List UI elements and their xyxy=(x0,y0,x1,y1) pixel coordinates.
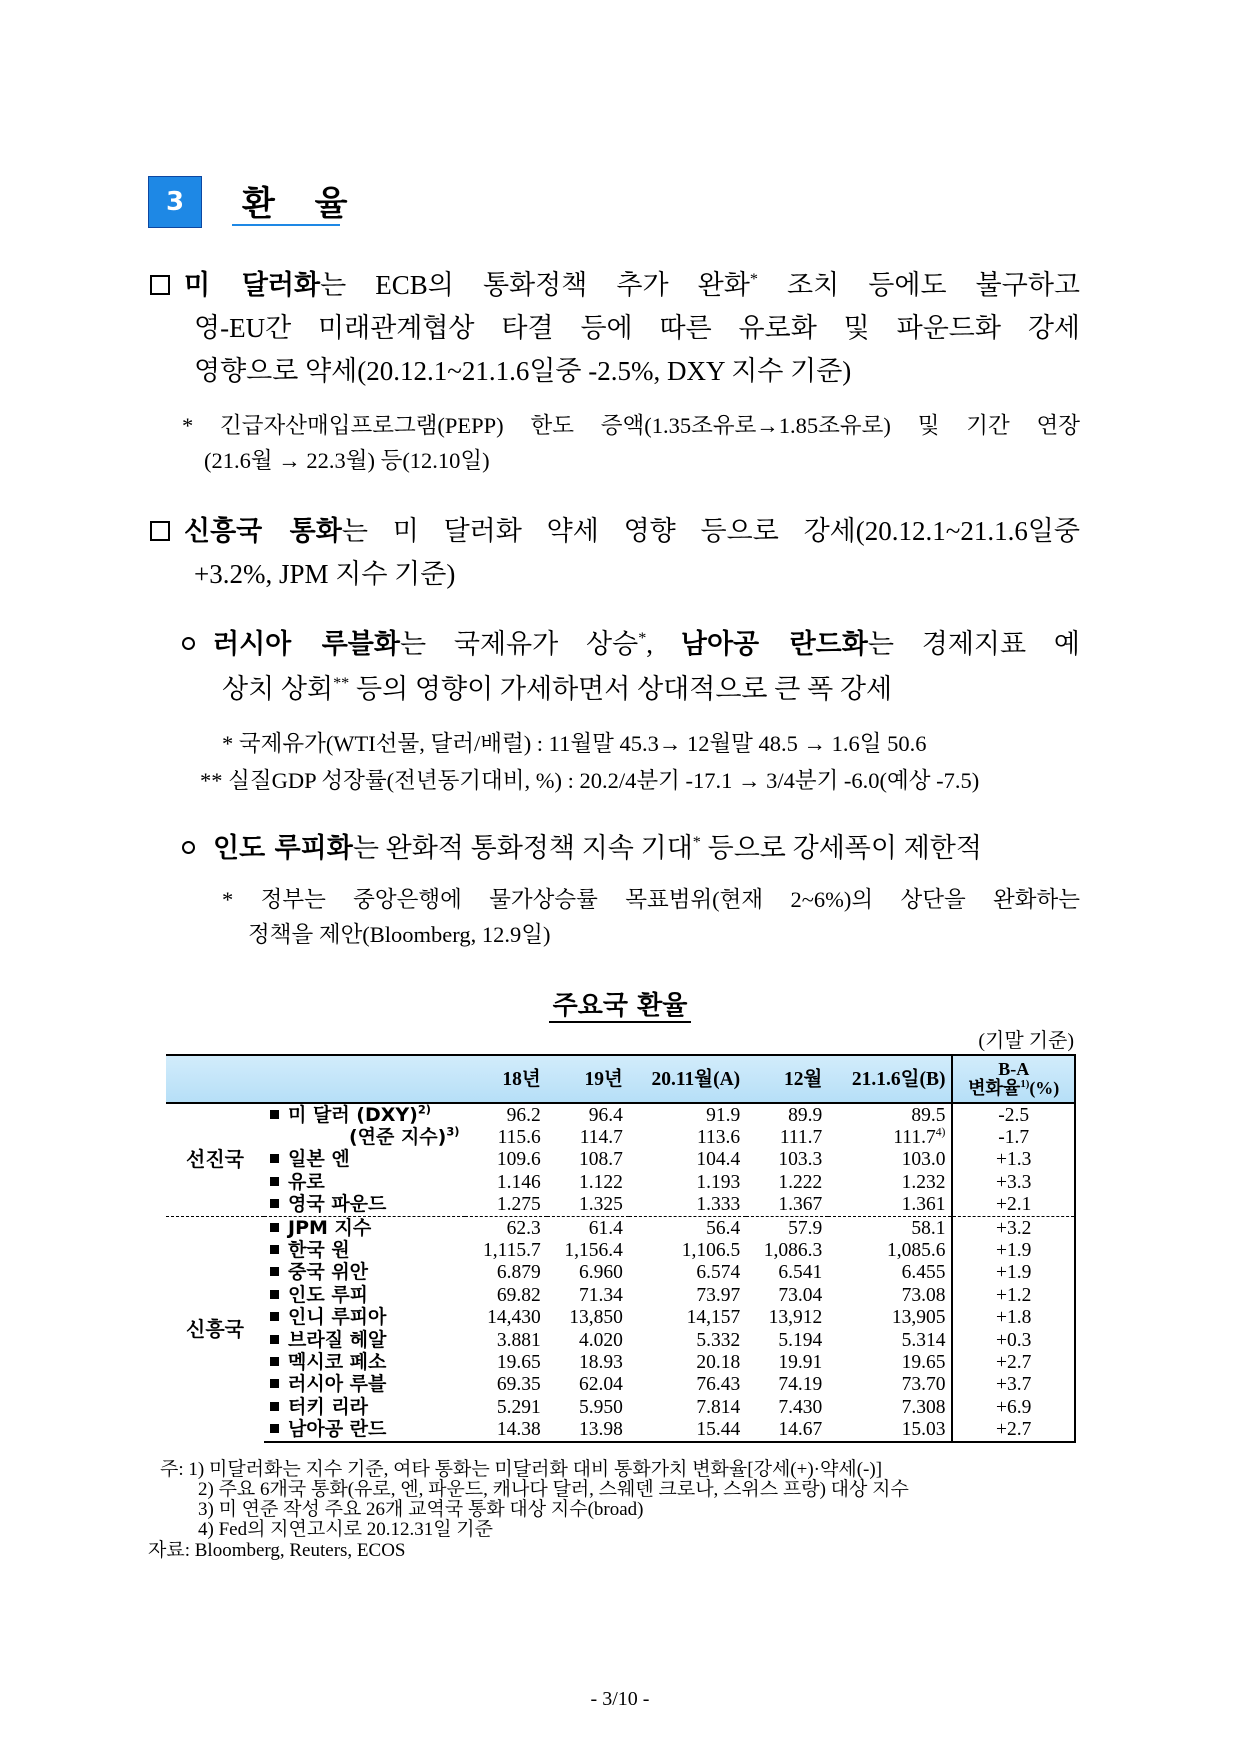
table-row xyxy=(166,1126,1075,1148)
value-cell xyxy=(828,1149,952,1171)
note-india-line1: * 정부는 중앙은행에 물가상승률 목표범위(현재 2~6%)의 상단을 완화하는 xyxy=(222,887,1080,912)
change-cell: -2.5 xyxy=(952,1103,1075,1126)
table-unit-note: (기말 기준) xyxy=(978,1030,1074,1052)
value-text: 3.881 xyxy=(496,1329,541,1351)
usd-footnote-mark: * xyxy=(749,270,758,288)
square-bullet-icon xyxy=(270,1290,279,1299)
square-bullet-icon xyxy=(270,1177,279,1186)
value-cell xyxy=(828,1418,952,1441)
value-text: 71.34 xyxy=(579,1284,623,1306)
value-cell xyxy=(746,1216,828,1239)
value-cell xyxy=(629,1284,746,1306)
value-text: 109.6 xyxy=(496,1149,541,1171)
change-cell: +1.9 xyxy=(952,1262,1075,1284)
table-row xyxy=(166,1284,1075,1306)
note-pepp-line1: * 긴급자산매입프로그램(PEPP) 한도 증액(1.35조유로→1.85조유로) 및 기간 연장 xyxy=(182,413,1080,438)
currency-name-text: 중국 위안 xyxy=(288,1261,369,1284)
header-col: 21.1.6일(B) xyxy=(828,1055,952,1103)
table-row xyxy=(166,1351,1075,1373)
rupee-text: 는 완화적 통화정책 지속 기대 xyxy=(352,833,693,863)
value-cell xyxy=(465,1103,546,1126)
value-text: 6.879 xyxy=(496,1262,541,1284)
value-cell xyxy=(465,1284,546,1306)
value-text: 113.6 xyxy=(697,1127,741,1149)
value-cell xyxy=(629,1262,746,1284)
value-cell xyxy=(465,1396,546,1418)
value-text: 1.193 xyxy=(696,1171,741,1193)
value-text: 13,912 xyxy=(768,1307,823,1329)
footnote-2: 2) 주요 6개국 통화(유로, 엔, 파운드, 캐나다 달러, 스웨덴 크로나, 스위스 프랑) 대상 지수 xyxy=(198,1479,909,1500)
value-cell xyxy=(547,1396,629,1418)
value-text: 15.03 xyxy=(901,1419,946,1441)
currency-name-text: 브라질 헤알 xyxy=(288,1328,387,1351)
table-title xyxy=(0,985,1240,1022)
value-text: 14.67 xyxy=(778,1419,823,1441)
value-sup: 4) xyxy=(935,1125,946,1139)
value-cell xyxy=(629,1418,746,1441)
value-text: 7.430 xyxy=(778,1396,823,1418)
value-text: 5.291 xyxy=(496,1396,541,1418)
value-text: 19.65 xyxy=(496,1351,541,1373)
value-cell xyxy=(629,1239,746,1261)
square-bullet-icon xyxy=(270,1357,279,1366)
value-text: 69.82 xyxy=(496,1284,541,1306)
checkbox-bullet-icon xyxy=(150,521,170,541)
value-cell xyxy=(746,1149,828,1171)
change-cell: +6.9 xyxy=(952,1396,1075,1418)
em-heading: 신흥국 통화 xyxy=(184,516,342,547)
rand-text-line2b: 등의 영향이 가세하면서 상대적으로 큰 폭 강세 xyxy=(349,674,893,704)
value-cell xyxy=(465,1418,546,1441)
currency-name-text: 한국 원 xyxy=(288,1239,350,1262)
square-bullet-icon xyxy=(270,1245,279,1254)
currency-name-text: 남아공 란드 xyxy=(288,1418,387,1441)
footnote-3: 3) 미 연준 작성 주요 26개 교역국 통화 대상 지수(broad) xyxy=(198,1499,644,1520)
currency-name xyxy=(264,1126,465,1148)
rupee-footnote-mark: * xyxy=(692,833,701,851)
note-india-line2: 정책을 제안(Bloomberg, 12.9일) xyxy=(248,922,551,947)
value-cell xyxy=(828,1171,952,1193)
value-cell xyxy=(465,1307,546,1329)
footnote-1: 주: 1) 미달러화는 지수 기준, 여타 통화는 미달러화 대비 통화가치 변화율[강세(+)·약세(-)] xyxy=(160,1459,883,1480)
value-text: 91.9 xyxy=(706,1104,741,1126)
value-text: 1.361 xyxy=(901,1194,946,1216)
currency-name xyxy=(264,1171,465,1193)
value-text: 19.91 xyxy=(778,1351,823,1373)
value-text: 13,905 xyxy=(891,1307,946,1329)
value-text: 111.7 xyxy=(893,1127,936,1149)
value-cell xyxy=(746,1171,828,1193)
header-change-line1: B-A xyxy=(998,1059,1030,1079)
value-cell xyxy=(547,1374,629,1396)
value-cell xyxy=(465,1149,546,1171)
currency-name-text: 인니 루피아 xyxy=(288,1306,387,1329)
value-cell xyxy=(828,1126,952,1148)
value-text: 1.122 xyxy=(579,1171,623,1193)
rand-footnote-mark: ** xyxy=(333,674,350,692)
value-cell xyxy=(828,1374,952,1396)
currency-name xyxy=(264,1284,465,1306)
paragraph-usd xyxy=(150,264,1080,393)
value-cell xyxy=(746,1126,828,1148)
value-cell xyxy=(746,1396,828,1418)
value-text: 74.19 xyxy=(778,1374,823,1396)
value-text: 73.04 xyxy=(778,1284,823,1306)
square-bullet-icon xyxy=(270,1154,279,1163)
value-cell xyxy=(547,1103,629,1126)
currency-name xyxy=(264,1194,465,1217)
value-cell xyxy=(828,1351,952,1373)
table-row xyxy=(166,1171,1075,1193)
currency-name xyxy=(264,1329,465,1351)
currency-name xyxy=(264,1374,465,1396)
table-row xyxy=(166,1307,1075,1329)
currency-name-text: (연준 지수) xyxy=(348,1126,447,1149)
usd-text-line2: 영-EU간 미래관계협상 타결 등에 따른 유로화 및 파운드화 강세 xyxy=(194,313,1080,343)
table-row xyxy=(166,1216,1075,1239)
currency-name-text: 영국 파운드 xyxy=(288,1193,387,1216)
table-row xyxy=(166,1329,1075,1351)
value-cell xyxy=(629,1103,746,1126)
value-text: 1.232 xyxy=(901,1171,946,1193)
group-label: 신흥국 xyxy=(166,1216,264,1441)
value-text: 108.7 xyxy=(579,1149,623,1171)
value-cell xyxy=(828,1239,952,1261)
currency-name-text: 인도 루피 xyxy=(288,1283,369,1306)
value-text: 5.314 xyxy=(901,1329,946,1351)
circle-bullet-icon xyxy=(182,637,195,650)
value-cell xyxy=(465,1351,546,1373)
value-cell xyxy=(828,1194,952,1217)
currency-name xyxy=(264,1262,465,1284)
value-text: 61.4 xyxy=(588,1217,623,1239)
change-cell: +0.3 xyxy=(952,1329,1075,1351)
value-cell xyxy=(547,1351,629,1373)
note-oil-gdp xyxy=(200,726,1080,798)
value-cell xyxy=(746,1351,828,1373)
value-cell xyxy=(629,1126,746,1148)
table-row xyxy=(166,1194,1075,1217)
paragraph-em-currencies xyxy=(150,510,1080,596)
value-cell xyxy=(828,1262,952,1284)
value-text: 69.35 xyxy=(496,1374,541,1396)
square-bullet-icon xyxy=(270,1223,279,1232)
table-row xyxy=(166,1239,1075,1261)
note-india-policy xyxy=(222,882,1080,952)
value-text: 15.44 xyxy=(696,1419,741,1441)
change-cell: +3.2 xyxy=(952,1216,1075,1239)
value-text: 73.97 xyxy=(696,1284,741,1306)
value-cell xyxy=(629,1171,746,1193)
currency-name-text: 미 달러 (DXY) xyxy=(288,1103,418,1126)
value-text: 13.98 xyxy=(579,1419,623,1441)
change-cell: +2.1 xyxy=(952,1194,1075,1217)
value-cell xyxy=(629,1374,746,1396)
value-cell xyxy=(547,1194,629,1217)
header-col: 20.11월(A) xyxy=(629,1055,746,1103)
change-cell: +1.9 xyxy=(952,1239,1075,1261)
currency-name xyxy=(264,1239,465,1261)
square-bullet-icon xyxy=(270,1335,279,1344)
value-cell xyxy=(547,1239,629,1261)
value-text: 1.275 xyxy=(496,1194,541,1216)
value-text: 57.9 xyxy=(788,1217,823,1239)
value-text: 56.4 xyxy=(706,1217,741,1239)
currency-name-text: 터키 리라 xyxy=(288,1395,369,1418)
em-text-line1: 는 미 달러화 약세 영향 등으로 강세(20.12.1~21.1.6일중 xyxy=(341,516,1080,546)
value-cell xyxy=(746,1418,828,1441)
value-text: 115.6 xyxy=(497,1127,541,1149)
table-row xyxy=(166,1262,1075,1284)
table-header-row xyxy=(166,1055,1075,1103)
square-bullet-icon xyxy=(270,1312,279,1321)
value-cell xyxy=(547,1329,629,1351)
value-text: 1.325 xyxy=(579,1194,623,1216)
currency-name xyxy=(264,1418,465,1441)
value-text: 89.5 xyxy=(911,1104,946,1126)
change-cell: +3.3 xyxy=(952,1171,1075,1193)
rupee-text-end: 등으로 강세폭이 제한적 xyxy=(700,833,982,863)
exchange-rate-table xyxy=(166,1054,1076,1443)
currency-name-text: 멕시코 페소 xyxy=(288,1350,387,1373)
subpoint-rupee xyxy=(182,826,1080,871)
change-cell: +1.3 xyxy=(952,1149,1075,1171)
value-cell xyxy=(465,1239,546,1261)
value-text: 1.333 xyxy=(696,1194,741,1216)
value-cell xyxy=(547,1284,629,1306)
value-text: 4.020 xyxy=(579,1329,623,1351)
value-cell xyxy=(629,1396,746,1418)
ruble-text: 는 국제유가 상승 xyxy=(399,629,639,659)
value-cell xyxy=(629,1329,746,1351)
group-label: 선진국 xyxy=(186,1147,244,1172)
change-cell: +2.7 xyxy=(952,1351,1075,1373)
source-line: 자료: Bloomberg, Reuters, ECOS xyxy=(148,1540,406,1561)
square-bullet-icon xyxy=(270,1379,279,1388)
value-text: 96.2 xyxy=(506,1104,541,1126)
header-col: 19년 xyxy=(547,1055,629,1103)
usd-text-line3: 영향으로 약세(20.12.1~21.1.6일중 -2.5%, DXY 지수 기준) xyxy=(194,356,852,386)
currency-name xyxy=(264,1351,465,1373)
header-change-unit: (%) xyxy=(1029,1078,1060,1098)
value-text: 62.04 xyxy=(579,1374,623,1396)
value-text: 1,156.4 xyxy=(564,1240,623,1262)
note-oil-line: * 국제유가(WTI선물, 달러/배럴) : 11월말 45.3→ 12월말 48.5 → 1.6일 50.6 xyxy=(222,731,927,756)
currency-name-text: 러시아 루블 xyxy=(288,1373,387,1396)
value-text: 18.93 xyxy=(579,1351,623,1373)
value-cell xyxy=(828,1329,952,1351)
value-text: 1.146 xyxy=(496,1171,541,1193)
usd-heading: 미 달러화 xyxy=(184,270,321,301)
square-bullet-icon xyxy=(270,1199,279,1208)
square-bullet-icon xyxy=(270,1267,279,1276)
currency-name-sup: 3) xyxy=(446,1124,460,1139)
table-row xyxy=(166,1396,1075,1418)
value-cell xyxy=(746,1194,828,1217)
usd-text-line1-end: 조치 등에도 불구하고 xyxy=(757,270,1080,300)
value-text: 13,850 xyxy=(569,1307,623,1329)
header-blank xyxy=(166,1055,465,1103)
value-text: 1.222 xyxy=(778,1171,823,1193)
value-text: 14.38 xyxy=(496,1419,541,1441)
value-cell xyxy=(465,1329,546,1351)
currency-name xyxy=(264,1149,465,1171)
value-text: 104.4 xyxy=(696,1149,741,1171)
value-cell xyxy=(828,1216,952,1239)
value-text: 1,106.5 xyxy=(681,1240,741,1262)
value-text: 103.0 xyxy=(901,1149,946,1171)
value-text: 5.194 xyxy=(778,1329,823,1351)
value-text: 96.4 xyxy=(588,1104,623,1126)
value-cell xyxy=(465,1262,546,1284)
value-cell xyxy=(547,1418,629,1441)
value-cell xyxy=(629,1194,746,1217)
value-cell xyxy=(465,1126,546,1148)
value-cell xyxy=(629,1307,746,1329)
value-cell xyxy=(547,1307,629,1329)
subpoint-ruble-rand xyxy=(182,622,1080,712)
ruble-footnote-mark: * xyxy=(638,629,647,647)
value-cell xyxy=(746,1307,828,1329)
value-text: 62.3 xyxy=(506,1217,541,1239)
value-text: 1,086.3 xyxy=(763,1240,823,1262)
value-cell xyxy=(828,1103,952,1126)
value-cell xyxy=(746,1262,828,1284)
header-col: 18년 xyxy=(465,1055,546,1103)
value-text: 14,157 xyxy=(686,1307,741,1329)
change-cell: +3.7 xyxy=(952,1374,1075,1396)
value-text: 1,085.6 xyxy=(886,1240,946,1262)
change-cell: +1.2 xyxy=(952,1284,1075,1306)
header-change-sup: 1) xyxy=(1020,1078,1030,1090)
separator: , xyxy=(646,629,681,659)
change-cell: -1.7 xyxy=(952,1126,1075,1148)
table-row xyxy=(166,1374,1075,1396)
value-cell xyxy=(746,1329,828,1351)
rupee-heading: 인도 루피화 xyxy=(213,833,353,864)
value-text: 103.3 xyxy=(778,1149,823,1171)
value-text: 111.7 xyxy=(779,1127,823,1149)
currency-name xyxy=(264,1216,465,1239)
value-cell xyxy=(746,1239,828,1261)
change-cell: +2.7 xyxy=(952,1418,1075,1441)
value-text: 7.814 xyxy=(696,1396,741,1418)
rand-text-line2a: 상치 상회 xyxy=(222,674,334,704)
section-number-badge: 3 xyxy=(148,176,202,228)
value-text: 6.574 xyxy=(696,1262,741,1284)
footnote-4: 4) Fed의 지연고시로 20.12.31일 기준 xyxy=(198,1519,494,1540)
table-title-text: 주요국 환율 xyxy=(549,991,692,1023)
value-text: 20.18 xyxy=(696,1351,741,1373)
note-pepp-line2: (21.6월 → 22.3월) 등(12.10일) xyxy=(204,448,490,473)
value-cell xyxy=(547,1171,629,1193)
value-cell xyxy=(465,1374,546,1396)
circle-bullet-icon xyxy=(182,841,195,854)
table-row xyxy=(166,1149,1075,1171)
note-gdp-line: ** 실질GDP 성장률(전년동기대비, %) : 20.2/4분기 -17.1 → 3/4분기 -6.0(예상 -7.5) xyxy=(200,768,980,793)
value-text: 73.70 xyxy=(901,1374,946,1396)
header-change-line2: 변화율 xyxy=(968,1078,1021,1098)
value-cell xyxy=(746,1103,828,1126)
value-cell xyxy=(547,1126,629,1148)
value-text: 114.7 xyxy=(579,1127,623,1149)
table-row xyxy=(166,1418,1075,1441)
rand-heading: 남아공 란드화 xyxy=(680,629,868,660)
value-cell xyxy=(828,1284,952,1306)
value-text: 89.9 xyxy=(788,1104,823,1126)
value-text: 73.08 xyxy=(901,1284,946,1306)
currency-name-sup: 2) xyxy=(417,1102,431,1117)
change-cell: +1.8 xyxy=(952,1307,1075,1329)
value-cell xyxy=(465,1171,546,1193)
section-title-underline xyxy=(232,224,340,226)
value-cell xyxy=(465,1216,546,1239)
checkbox-bullet-icon xyxy=(150,275,170,295)
value-cell xyxy=(629,1351,746,1373)
rand-text: 는 경제지표 예 xyxy=(867,629,1080,659)
value-text: 6.455 xyxy=(901,1262,946,1284)
em-text-line2: +3.2%, JPM 지수 기준) xyxy=(194,559,456,589)
section-title: 환 율 xyxy=(242,184,362,224)
currency-name xyxy=(264,1307,465,1329)
value-cell xyxy=(746,1284,828,1306)
currency-name-text: JPM 지수 xyxy=(288,1216,372,1239)
value-cell xyxy=(629,1216,746,1239)
value-text: 76.43 xyxy=(696,1374,741,1396)
value-text: 14,430 xyxy=(487,1307,541,1329)
currency-name-text: 일본 엔 xyxy=(288,1148,350,1171)
table-row xyxy=(166,1103,1075,1126)
value-cell xyxy=(828,1396,952,1418)
currency-name xyxy=(264,1103,465,1126)
square-bullet-icon xyxy=(270,1110,279,1119)
header-change xyxy=(952,1055,1075,1103)
header-col: 12월 xyxy=(746,1055,828,1103)
value-text: 58.1 xyxy=(911,1217,946,1239)
currency-name-text: 유로 xyxy=(288,1170,325,1193)
value-text: 6.960 xyxy=(579,1262,623,1284)
value-text: 7.308 xyxy=(901,1396,946,1418)
value-cell xyxy=(465,1194,546,1217)
value-cell xyxy=(547,1149,629,1171)
currency-name xyxy=(264,1396,465,1418)
value-text: 5.950 xyxy=(579,1396,623,1418)
square-bullet-icon xyxy=(270,1402,279,1411)
page-number: - 3/10 - xyxy=(590,1688,650,1710)
value-cell xyxy=(547,1262,629,1284)
value-cell xyxy=(828,1307,952,1329)
value-text: 1,115.7 xyxy=(482,1240,541,1262)
usd-text-line1: 는 ECB의 통화정책 추가 완화 xyxy=(320,270,750,300)
ruble-heading: 러시아 루블화 xyxy=(213,629,400,660)
value-text: 5.332 xyxy=(696,1329,741,1351)
square-bullet-icon xyxy=(270,1424,279,1433)
value-cell xyxy=(746,1374,828,1396)
value-text: 19.65 xyxy=(901,1351,946,1373)
value-text: 6.541 xyxy=(778,1262,823,1284)
note-pepp xyxy=(182,408,1080,478)
value-text: 1.367 xyxy=(778,1194,823,1216)
value-cell xyxy=(629,1149,746,1171)
value-cell xyxy=(547,1216,629,1239)
